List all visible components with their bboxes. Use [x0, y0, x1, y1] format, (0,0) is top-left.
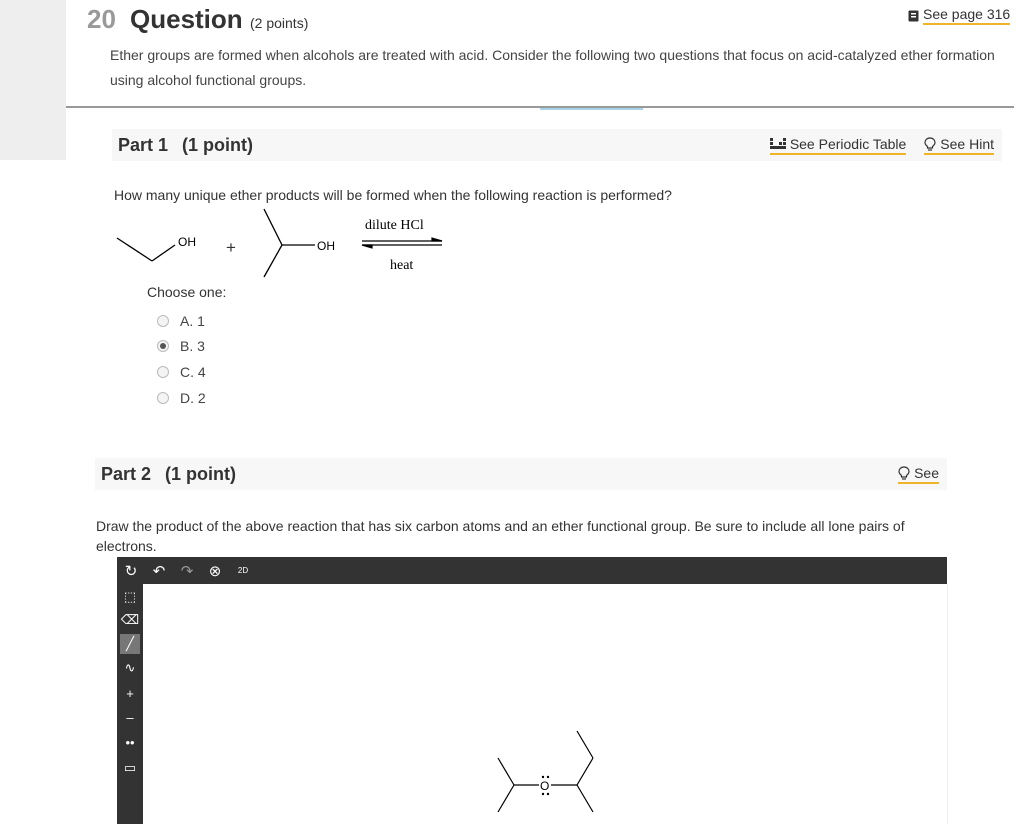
editor-sidebar — [117, 584, 143, 824]
option-b[interactable] — [157, 338, 205, 354]
see-periodic-table-label: See Periodic Table — [789, 135, 907, 152]
option-c-radio[interactable] — [157, 366, 169, 378]
part1-title: Part 1 — [118, 134, 169, 155]
select-tool-icon[interactable]: ⬚ — [123, 589, 137, 604]
option-d-radio[interactable] — [157, 392, 169, 404]
reset-icon[interactable]: ↻ — [124, 562, 138, 580]
option-a-label: A. 1 — [180, 313, 205, 329]
equilibrium-arrows — [362, 238, 442, 248]
left-gutter — [0, 0, 66, 160]
option-c-label: C. 4 — [180, 364, 206, 380]
periodic-table-icon — [770, 138, 786, 150]
part2-header — [95, 458, 947, 490]
see-hint-label: See Hint — [940, 135, 994, 152]
part1-header — [112, 129, 1002, 161]
lightbulb-icon — [924, 137, 936, 151]
lone-pair-icon[interactable]: •• — [125, 735, 135, 750]
propanol-oh-label: OH — [178, 235, 196, 249]
see-periodic-table-link[interactable] — [770, 136, 906, 155]
2d-clean-icon[interactable]: 2D — [237, 566, 249, 575]
reaction-scheme — [112, 205, 452, 285]
plus-sign: + — [226, 238, 236, 257]
positive-charge-icon[interactable]: + — [126, 686, 134, 701]
question-number: 20 — [87, 4, 116, 34]
part2-points: (1 point) — [165, 463, 237, 484]
lightbulb-icon — [898, 466, 910, 480]
option-d[interactable] — [157, 390, 206, 406]
isopropanol-structure — [264, 209, 315, 277]
chain-icon[interactable]: ∿ — [124, 660, 136, 675]
negative-charge-icon[interactable]: – — [126, 710, 134, 725]
drawn-structure — [143, 584, 947, 824]
see-page-link[interactable] — [908, 6, 1010, 25]
option-a[interactable] — [157, 313, 205, 329]
drawn-oxygen-label: O — [540, 779, 550, 793]
ring-icon[interactable]: ▭ — [123, 760, 137, 775]
zoom-icon[interactable]: ⊗ — [208, 562, 222, 580]
isopropanol-oh-label: OH — [317, 239, 335, 253]
option-d-label: D. 2 — [180, 390, 206, 406]
part2-see-hint-label: See — [914, 464, 939, 481]
single-bond-icon[interactable]: ╱ — [120, 634, 140, 654]
eraser-icon[interactable]: ⌫ — [120, 612, 140, 627]
condition-label: heat — [390, 258, 414, 273]
book-icon — [908, 10, 919, 22]
part2-see-hint-link[interactable] — [898, 465, 939, 484]
option-b-radio[interactable] — [157, 340, 169, 352]
choose-one-label: Choose one: — [147, 284, 227, 300]
part1-prompt: How many unique ether products will be formed when the following reaction is performed? — [114, 187, 672, 203]
see-hint-link[interactable] — [924, 136, 994, 155]
reagent-label: dilute HCl — [365, 218, 424, 233]
propanol-structure — [117, 238, 175, 261]
option-c[interactable] — [157, 364, 206, 380]
part2-title: Part 2 — [101, 463, 152, 484]
option-a-radio[interactable] — [157, 315, 169, 327]
question-title: Question — [130, 4, 243, 34]
editor-toolbar — [117, 557, 947, 584]
part1-points: (1 point) — [182, 134, 254, 155]
option-b-label: B. 3 — [180, 338, 205, 354]
question-intro: Ether groups are formed when alcohols are treated with acid. Consider the following two questions that focus on acid-catalyzed ether formation using alcohol functional groups. — [110, 47, 995, 88]
question-points: (2 points) — [250, 15, 309, 31]
undo-icon[interactable]: ↶ — [152, 562, 166, 580]
drawing-canvas[interactable] — [143, 584, 948, 824]
redo-icon[interactable]: ↷ — [180, 562, 194, 580]
divider-accent — [540, 108, 643, 110]
see-page-label: See page 316 — [923, 6, 1010, 25]
part2-prompt: Draw the product of the above reaction that has six carbon atoms and an ether functional group. Be sure to include all lone pairs of electrons. — [96, 518, 905, 554]
